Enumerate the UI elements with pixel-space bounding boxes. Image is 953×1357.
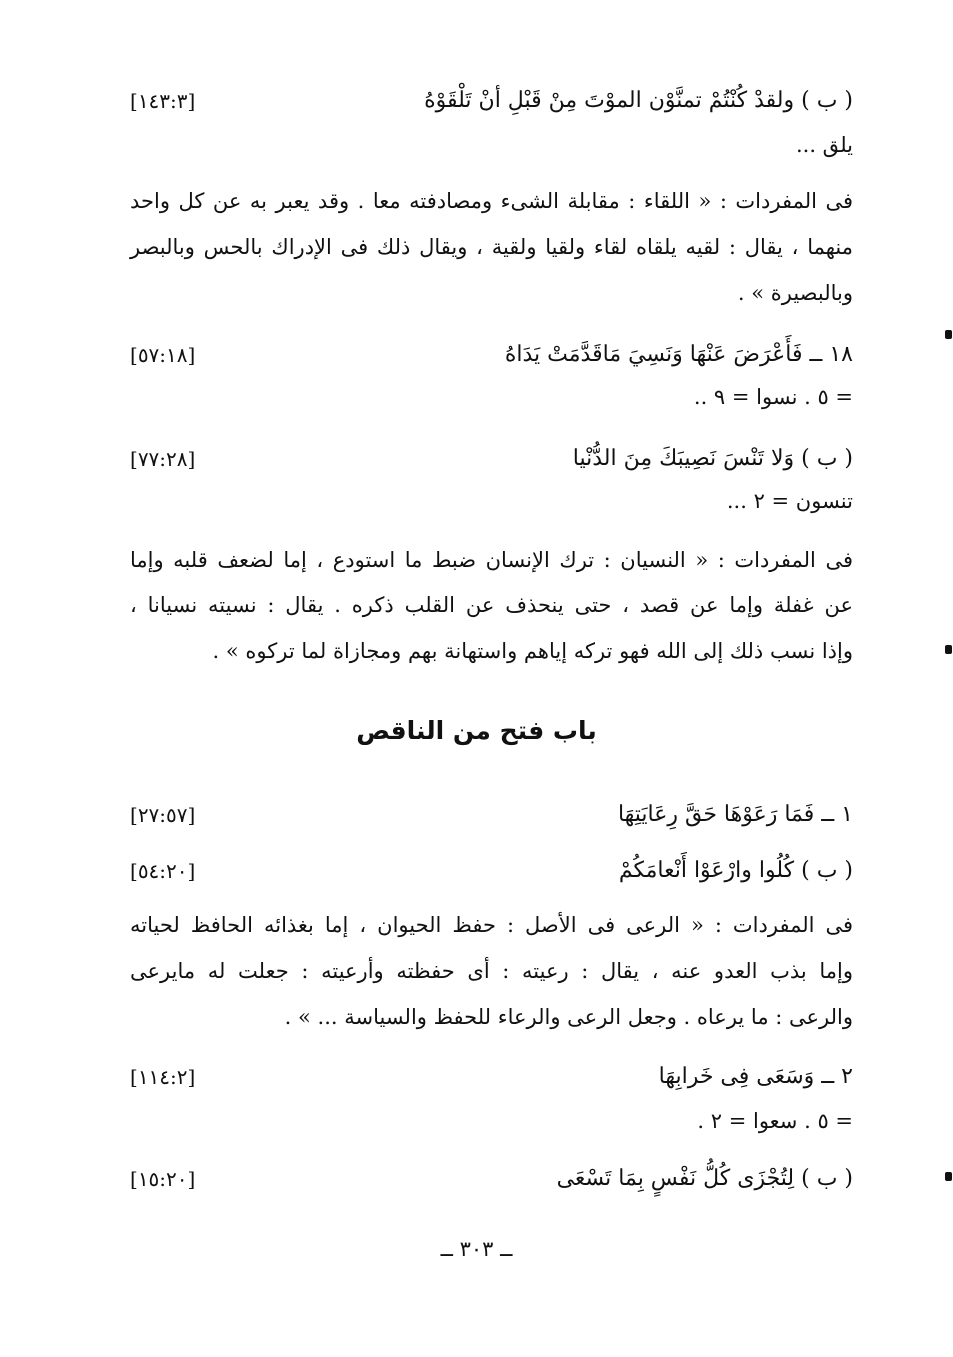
verse-line: ١٨ ــ فَأَعْرَضَ عَنْهَا وَنَسِيَ مَاقَدَّمَتْ يَدَاهُ	[504, 342, 853, 367]
verse-line: ٢ ــ وَسَعَى فِى خَرابِهَا	[658, 1064, 853, 1089]
paragraph-line: وإذا نسب ذلك إلى الله فهو تركه إياهم واستهانة بهم ومجازاة لما تركوه » .	[212, 639, 853, 663]
verse-reference: [٢٧:٥٧]	[130, 803, 196, 827]
note-line: = ٥ . نسوا = ٩ ..	[693, 385, 853, 409]
paragraph-line: فى المفردات : « اللقاء : مقابلة الشىء ومصادفته معا . وقد يعبر به عن كل واحد	[130, 189, 853, 213]
paragraph-line: منهما ، يقال : لقيه يلقاه لقاء ولقيا ولقية ، ويقال ذلك فى الإدراك بالحس وبالبصر	[130, 235, 853, 259]
page-number: ــ ٣٠٣ ــ	[440, 1237, 513, 1261]
paragraph-line: عن غفلة وإما عن قصد ، حتى ينحذف عن القلب ذكره . يقال : نسيته نسيانا ،	[130, 593, 853, 617]
verse-reference: [١٥:٢٠]	[130, 1167, 196, 1191]
paragraph-line: فى المفردات : « النسيان : ترك الإنسان ضبط ما استودع ، إما لضعف قلبه وإما	[130, 548, 853, 572]
verse-line: ( ب ) لِتُجْزَى كُلُّ نَفْسٍ بِمَا تَسْعَى	[556, 1166, 853, 1191]
verse-line: ( ب ) وَلا تَنْسَ نَصِيبَكَ مِنَ الدُّنْيا	[572, 446, 853, 471]
paragraph-line: وإما بذب العدو عنه ، يقال : رعيته : أى حفظته وأرعيته : جعلت له مايرعى	[130, 959, 853, 983]
paragraph-line: والرعى : ما يرعاه . وجعل الرعى والرعاء للحفظ والسياسة ... » .	[284, 1005, 853, 1029]
verse-line: ( ب ) كُلُوا وارْعَوْا أَنْعامَكُمْ	[618, 858, 853, 883]
note-line: يلق ...	[795, 133, 853, 157]
verse-reference: [١١٤:٢]	[130, 1065, 196, 1089]
section-heading: باب فتح من الناقص	[356, 716, 597, 745]
scan-edge-mark	[945, 330, 952, 339]
verse-reference: [٥٤:٢٠]	[130, 859, 196, 883]
verse-reference: [٧٧:٢٨]	[130, 447, 196, 471]
verse-line: ( ب ) ولقدْ كُنْتُمْ تمنَّوْن الموْتَ مِنْ قَبْلِ أنْ تَلْقَوْهُ	[424, 88, 853, 113]
note-line: تنسون = ٢ ...	[726, 489, 853, 513]
paragraph-line: فى المفردات : « الرعى فى الأصل : حفظ الحيوان ، إما بغذائه الحافظ لحياته	[130, 913, 853, 937]
scan-edge-mark	[945, 1172, 952, 1181]
verse-reference: [٥٧:١٨]	[130, 343, 196, 367]
note-line: = ٥ . سعوا = ٢ .	[697, 1109, 853, 1133]
scan-edge-mark	[945, 645, 952, 654]
paragraph-line: وبالبصيرة » .	[737, 281, 853, 305]
verse-line: ١ ــ فَمَا رَعَوْهَا حَقَّ رِعَايَتِهَا	[617, 802, 853, 827]
verse-reference: [١٤٣:٣]	[130, 89, 196, 113]
